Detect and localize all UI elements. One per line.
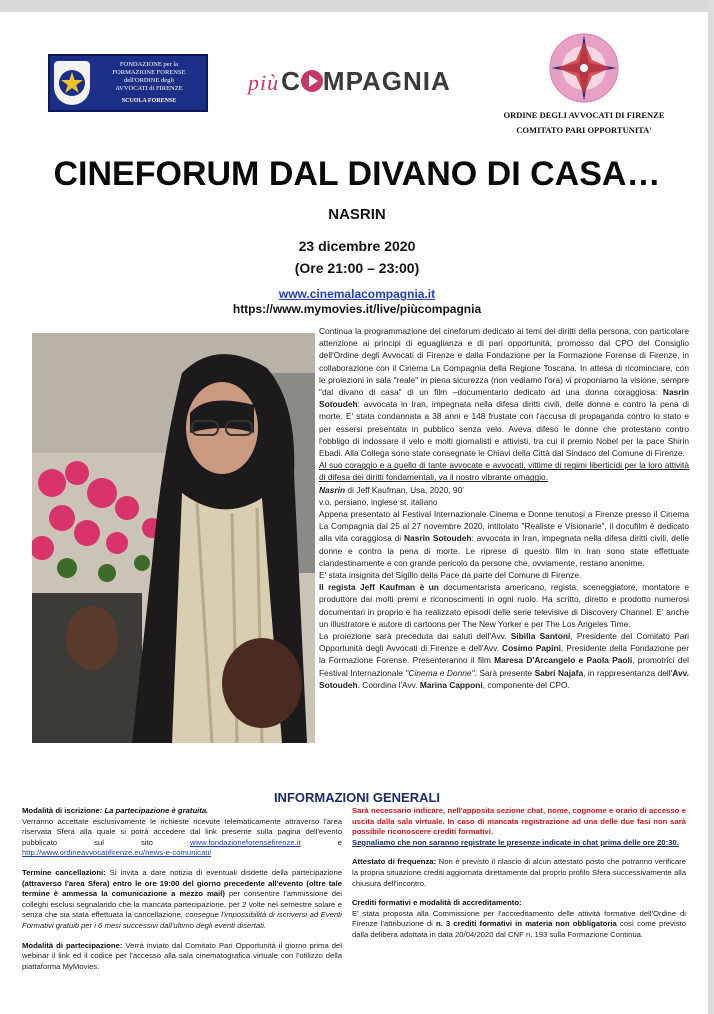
event-time: (Ore 21:00 – 23:00) bbox=[294, 260, 420, 276]
director-paragraph: Il regista Jeff Kaufman è un documentarista americano, regista, sceneggiatore, montatore e produttore dai molti premi e riconoscimenti in ogni ruolo. Ha scritto, diretto e prodotto numerosi documentari in proprio e ha realizzato episodi delle serie televisive di Discovery Channel. E' anche un illustratore e autore di cartoons per The New Yorker e per The Los Angeles Time. bbox=[319, 582, 689, 629]
fondazione-text: FONDAZIONE per la FORMAZIONE FORENSE dell'ORDINE degli AVVOCATI di FIRENZE SCUOLA FORENSE bbox=[112, 61, 186, 104]
registration-info: Modalità di iscrizione: La partecipazione è gratuita. Verranno accettate esclusivamente le richieste ricevute telematicamente attraverso l'area riservata Sfera alla quale si potrà accedere dal link presente sulla pagina dell'evento pubblicato sul sito www.fondazioneforensefirenze.it e http://www.ordineavvocatifirenze.eu/news-e-comunicati/ bbox=[22, 806, 342, 858]
info-left-column bbox=[22, 806, 342, 981]
speakers-paragraph: La proiezione sarà preceduta dai saluti dell'Avv. Sibilla Santoni, Presidente del Comitato Pari Opportunità degli Avvocati di Firenze e dell'Avv. Cosimo Papini, Presidente della Fondazione per la Formazione Forense. Presenteranno il film Maresa D'Arcangelo e Paola Paoli, promotrici del Festival Internazionale "Cinema e Donne". Sarà presente Sabri Najafa, in rappresentanza dell'Avv. Sotoudeh. Coordina l'Avv. Marina Capponi, componente del CPO. bbox=[319, 631, 690, 690]
piu-compagnia-logo: piùC MPAGNIA bbox=[248, 66, 451, 96]
award-paragraph: E' stata insignita del Sigillo della Pace da parte del Comune di Firenze. bbox=[319, 570, 582, 581]
play-icon bbox=[301, 70, 323, 92]
star-emblem-icon bbox=[54, 61, 90, 105]
page-edge bbox=[708, 0, 714, 1014]
chat-registration-note: Sarà necessario indicare, nell'apposita sezione chat, nome, cognome e orario di accesso e uscita dalla sala virtuale. In caso di mancata registrazione ad una delle due fasi non sarà possibile riconoscere crediti formativi. Segnaliamo che non saranno registrate le presenze indicate in chat prima delle ore 20:30. bbox=[352, 806, 686, 847]
film-title: NASRIN bbox=[328, 206, 386, 223]
fondazione-logo bbox=[48, 54, 208, 112]
event-date: 23 dicembre 2020 bbox=[298, 238, 416, 254]
film-language: v.o. persiano, inglese st. italiano bbox=[319, 496, 438, 507]
cinema-website-link[interactable]: www.cinemalacompagnia.it bbox=[278, 287, 436, 301]
attendance-info: Attestato di frequenza: Non è previsto il rilascio di alcun attestato posto che potranno verificare la propria situazione crediti aggiornata direttamente dal proprio profilo Sfera successivamente alla chiusura dell'incontro. bbox=[352, 857, 686, 888]
top-bar bbox=[0, 0, 714, 12]
ordine-news-link[interactable]: http://www.ordineavvocatifirenze.eu/news-e-comunicati/ bbox=[22, 848, 212, 858]
info-right-column bbox=[352, 806, 686, 950]
film-credits: Nasrin di Jeff Kaufman, Usa, 2020, 90' bbox=[319, 484, 464, 495]
nasrin-photo bbox=[32, 333, 315, 743]
info-heading: INFORMAZIONI GENERALI bbox=[273, 790, 441, 805]
festival-paragraph: Appena presentato al Festival Internazionale Cinema e Donne tenutosi a Firenze presso il Cinema La Compagnia dal 25 al 27 novembre 2020, intitolato "Realiste e Visionarie", il docufilm è dedicato alla vita coraggiosa di Nasrin Sotoudeh: avvocata in Iran, impegnata nella difesa diritti civili, delle donne e contro la pena di morte. Le riprese di questo film in Iran sono state effettuate clandestinamente e con grande pericolo da persone che, ovviamente, restano anonime. bbox=[319, 509, 689, 568]
mymovies-link[interactable]: https://www.mymovies.it/live/piùcompagnia bbox=[232, 302, 482, 316]
article-body bbox=[319, 325, 689, 691]
tribute-paragraph: Al suo coraggio e a quello di tante avvocate e avvocati, vittime di regimi liberticidi per la loro attività di difesa dei diritti fondamentali, va il nostro vibrante omaggio. bbox=[319, 460, 689, 483]
page-title: CINEFORUM DAL DIVANO DI CASA… bbox=[53, 155, 661, 193]
cancellation-info: Termine cancellazioni: Si invita a dare notizia di eventuali disdette della partecipazione (attraverso l'area Sfera) entro le ore 19:00 del giorno precedente all'evento (oltre tale termine è ammessa la comunicazione a mezzo mail) per consentire l'ammissione dei colleghi esclusi segnalando che la mancata partecipazione, per 2 volte nel semestre solare e senza che sia stata effettuata la cancellazione, consegue l'impossibilità di iscriversi ad Eventi Formativi gratuiti per i 6 mesi successivi dall'ultimo degli eventi disertati. bbox=[22, 867, 342, 930]
article-paragraph: Continua la programmazione del cineforum dedicato ai temi dei diritti della persona, con particolare attenzione ai principi di eguaglianza e di pari opportunità, promosso dal CPO del Consiglio dell'Ordine degli Avvocati di Firenze e dalla Fondazione per la Formazione Forense di Firenze, in collaborazione con il Cinema La Compagnia della Regione Toscana. In attesa di ricominciare, con le proiezioni in sala "reale" in piena sicurezza (non vediamo l'ora) vi proponiamo la visione, sempre "dal divano di casa" di un film –documentario dedicato ad una donna coraggiosa: Nasrin Sotoudeh: avvocata in Iran, impegnata nella difesa diritti civili, delle donne e contro la pena di morte. E' stata condannata a 38 anni e 148 frustate con l'accusa di propaganda contro lo stato e per essersi presentata in pubblico senza velo. Aveva difeso le donne che protestano contro l'obbligo di indossare il velo e molti giornalisti e attivisti, tra cui il premio Nobel per la pace Shirin Ebadi. Alla Collega sono state consegnate le Chiavi della Città dal Sindaco del Comune di Firenze. bbox=[319, 326, 689, 459]
participation-info: Modalità di partecipazione: Verrà inviato dal Comitato Pari Opportunità il giorno prima del webinar il link ed il codice per l'accesso alla sala cinematografica virtuale con l'utilizzo della piattaforma MyMovies. bbox=[22, 940, 342, 971]
fondazione-link[interactable]: www.fondazioneforensefirenze.it bbox=[189, 837, 301, 847]
credits-info: Crediti formativi e modalità di accreditamento: E' stata proposta alla Commissione per l'accreditamento delle attività formative dell'Ordine di Firenze l'attribuzione di n. 3 crediti formativi in materia non obbligatoria così come previsto dalla delibera adottata in data 20/04/2020 dal CNF n. 193 sulla Formazione Continua. bbox=[352, 898, 686, 939]
compass-rose-icon bbox=[548, 32, 620, 104]
ordine-text: ORDINE DEGLI AVVOCATI DI FIRENZE COMITATO PARI OPPORTUNITA' bbox=[503, 110, 665, 135]
